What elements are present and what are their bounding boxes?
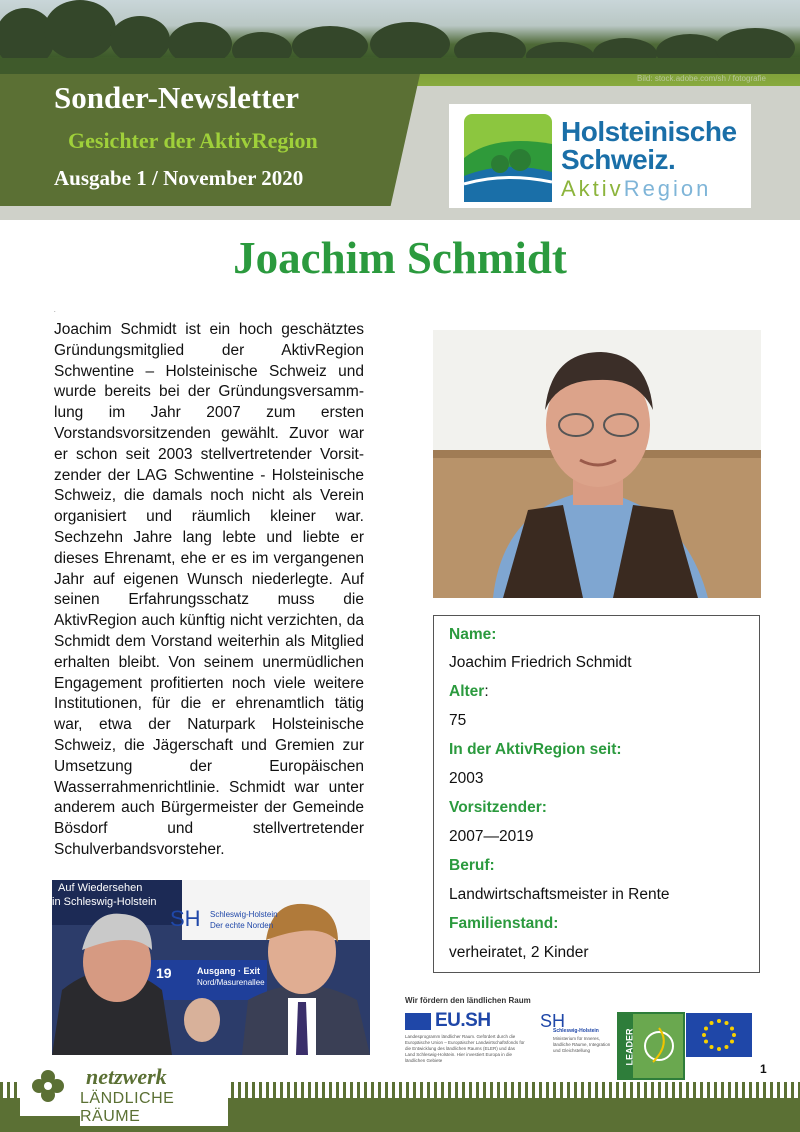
leader-logo — [617, 1012, 685, 1080]
text-marker: . — [54, 308, 56, 314]
sign-sh: SH — [170, 906, 201, 931]
age-colon: : — [484, 683, 489, 700]
name-label: Name: — [449, 626, 497, 643]
sign-sh-sub2: Der echte Norden — [210, 921, 274, 930]
sh-ministry-title: Schleswig-Holstein — [553, 1028, 599, 1034]
laendliche-raeume-text: LÄNDLICHE RÄUME — [80, 1090, 228, 1126]
sign-exit-number: 19 — [156, 965, 172, 981]
sh-logo: SH — [540, 1011, 566, 1031]
chair-value: 2007—2019 — [449, 828, 534, 845]
job-label: Beruf: — [449, 857, 495, 874]
event-photo — [52, 880, 370, 1055]
eu-flag-icon — [686, 1013, 752, 1057]
clover-icon — [30, 1068, 66, 1104]
sh-ministry-text: Ministerium für Inneres, ländliche Räume, Integration und Gleichstellung — [553, 1036, 611, 1053]
sign-region: in Schleswig-Holstein — [52, 896, 157, 908]
issue-label: Ausgabe 1 / November 2020 — [54, 166, 304, 190]
logo-line-2: Schweiz. — [561, 144, 676, 175]
funding-heading: Wir fördern den ländlichen Raum — [405, 996, 531, 1005]
portrait-photo — [433, 330, 761, 598]
aktivregion-logo — [449, 104, 751, 208]
name-value: Joachim Friedrich Schmidt — [449, 654, 632, 671]
aktivregion-logo-icon — [464, 114, 552, 202]
newsletter-subtitle: Gesichter der AktivRegion — [68, 128, 318, 153]
photo-credit: Bild: stock.adobe.com/sh / fotografie — [637, 74, 766, 83]
logo-line-3 — [561, 176, 711, 202]
logo-aktiv: Aktiv — [561, 176, 624, 201]
article-title: Joachim Schmidt — [233, 233, 567, 283]
sign-exit: Ausgang · Exit — [197, 966, 261, 976]
job-value: Landwirtschaftsmeister in Rente — [449, 886, 670, 903]
funding-small-text: Landesprogramm ländlicher Raum. Gefördert durch die Europäische Union – Europäischer Landwirtschaftsfonds für die Entwicklung des ländlichen Raums (ELER) und das Land Schleswig-Holstein. Hier investiert Europa in die ländlichen Gebiete — [405, 1034, 525, 1063]
family-value: verheiratet, 2 Kinder — [449, 944, 589, 961]
family-label: Familienstand: — [449, 915, 559, 932]
sign-exit-2: Nord/Masurenallee — [197, 978, 265, 987]
sign-goodbye: Auf Wiedersehen — [58, 882, 143, 894]
eu-flag-small-icon — [405, 1013, 431, 1030]
age-value: 75 — [449, 712, 467, 729]
sign-sh-sub: Schleswig-Holstein — [210, 910, 278, 919]
age-label: Alter — [449, 683, 485, 700]
netzwerk-text: netzwerk — [86, 1064, 167, 1089]
funding-logos — [405, 996, 615, 1074]
article-body: Joachim Schmidt ist ein hoch geschätztes Gründungsmitglied der AktivRegion Schwentine – Holsteinische Schweiz und wurde bereits bei der Gründungsversammlung im Jahr 2007 zum ersten Vorstandsvorsitzenden gewählt. Zuvor war er schon seit 2003 stellvertretender Vorsitzender der LAG Schwentine - Holsteinische Schweiz, die damals noch nicht als Verein organisiert und räumlich kleiner war. Sechzehn Jahre lang lebte und liebte er dieses Ehrenamt, ehe er es im vergangenen Jahr auf eigenen Wunsch niederlegte. Auf seinen Erfahrungsschatz muss die AktivRegion auch künftig nicht verzichten, da Schmidt dem Vorstand weiterhin als Mitglied erhalten bleibt. Von seinem unermüdlichen Engagement profitierten noch viele weitere Institutionen, für die er ehrenamtlich tätig war, etwa der Naturpark Holsteinische Schweiz, die Jägerschaft und Gremien zur Umsetzung der Europäischen Wasserrahmenrichtlinie. Schmidt war unter anderem auch Bürgermeister der Gemeinde Bösdorf und stellvertretender Schulverbandsvorsteher. — [54, 321, 364, 858]
since-label: In der AktivRegion seit: — [449, 741, 622, 758]
netzwerk-logo — [20, 1062, 228, 1125]
logo-region: Region — [623, 176, 712, 201]
page-number: 1 — [760, 1062, 767, 1076]
profile-box — [433, 615, 760, 973]
leader-label: LEADER — [624, 1028, 635, 1066]
since-value: 2003 — [449, 770, 484, 787]
chair-label: Vorsitzender: — [449, 799, 547, 816]
logo-line-1: Holsteinische — [561, 116, 737, 147]
eush-logo: EU.SH — [435, 1010, 491, 1031]
newsletter-title: Sonder-Newsletter — [54, 80, 300, 115]
age-label-row — [449, 683, 489, 701]
